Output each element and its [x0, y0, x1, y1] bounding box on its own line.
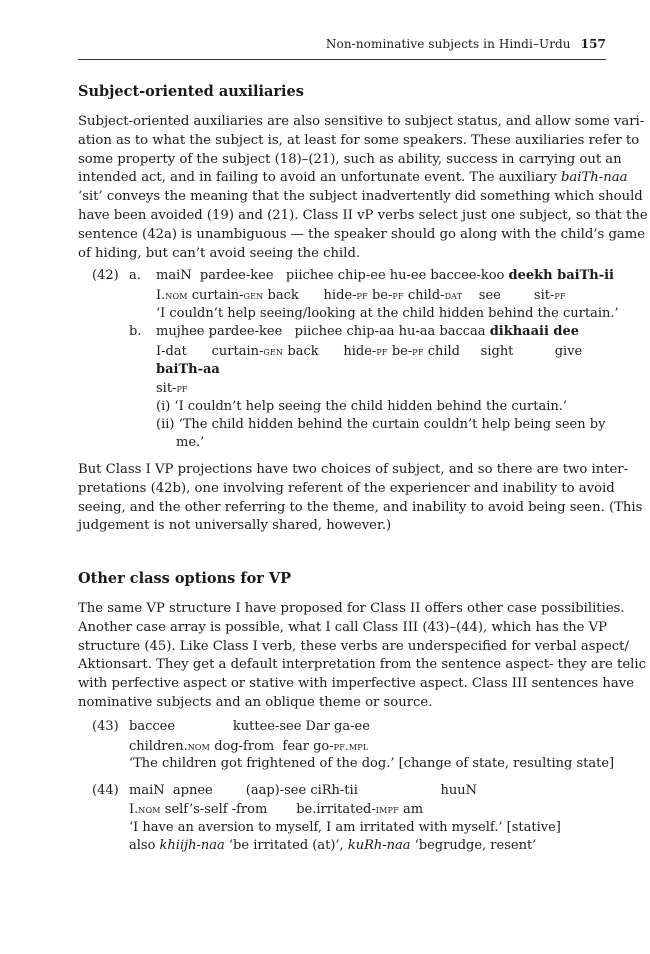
text-line: Another case array is possible, what I call Class III (43)–(44), which has the VP — [78, 619, 608, 635]
page-number: 157 — [580, 37, 606, 51]
text-line: The same VP structure I have proposed for Class II offers other case possibilities. — [78, 601, 625, 616]
gloss-smallcaps: gen — [263, 344, 284, 358]
gloss-text: self’s-self -from be.irritated- — [160, 802, 376, 817]
paragraph-class-iii — [78, 600, 646, 713]
example-bold-text: baiTh-aa — [156, 362, 220, 377]
example-number: (44) — [92, 783, 119, 798]
example-42b-line — [156, 323, 579, 341]
example-42b-line2 — [156, 361, 220, 379]
gloss-smallcaps: pf — [376, 344, 388, 358]
running-header — [78, 37, 606, 51]
text-line: But Class I VP projections have two choices of subject, and so there are two inter- — [78, 462, 629, 477]
text-line: ation as to what the subject is, at least for some speakers. These auxiliaries refer to — [78, 132, 640, 148]
gloss-smallcaps: pf — [554, 288, 566, 302]
gloss-smallcaps: nom — [138, 802, 161, 816]
paragraph-class-i-interpretations — [78, 461, 643, 536]
example-text: mujhee pardee-kee piichee chip-aa hu-aa baccaa — [156, 324, 490, 339]
example-44-line: maiN apnee (aap)-see ciRh-tii huuN — [129, 783, 477, 798]
gloss-smallcaps: dat — [444, 288, 463, 302]
example-44-gloss — [129, 800, 423, 819]
italic-term: khiijh-naa — [159, 838, 225, 853]
gloss-text: be- — [367, 288, 393, 303]
text-line: structure (45). Like Class I verb, these verbs are underspecified for verbal aspect/ — [78, 638, 629, 654]
text-line — [78, 169, 628, 188]
example-43-line: baccee kuttee-see Dar ga-ee — [129, 719, 370, 734]
example-42b-gloss — [156, 342, 582, 361]
example-bold-text: deekh baiTh-ii — [508, 268, 614, 283]
text-span: intended act, and in failing to avoid an unfortunate event. The auxiliary — [78, 170, 561, 186]
gloss-smallcaps: nom — [165, 288, 188, 302]
text-line: Aktionsart. They get a default interpretation from the sentence aspect- they are telic — [78, 657, 646, 673]
example-43-translation: ‘The children got frightened of the dog.’ [change of state, resulting state] — [129, 756, 615, 771]
text-span: ‘be irritated (at)’, — [224, 838, 348, 853]
gloss-text: child sight give — [423, 344, 583, 359]
gloss-text: curtain- — [187, 288, 244, 303]
gloss-smallcaps: pf — [412, 344, 424, 358]
text-line: judgement is not universally shared, however.) — [78, 518, 392, 534]
example-42a-translation: ‘I couldn’t help seeing/looking at the child hidden behind the curtain.’ — [156, 306, 619, 321]
example-42b-translation-ii: (ii) ‘The child hidden behind the curtain couldn’t help being seen by — [156, 417, 606, 432]
example-label-b: b. — [129, 324, 142, 339]
text-line: ‘sit’ conveys the meaning that the subject inadvertently did something which should — [78, 189, 643, 205]
text-line: sentence (42a) is unambiguous — the speaker should go along with the child’s game — [78, 226, 646, 242]
gloss-text: I-dat curtain- — [156, 344, 264, 359]
example-43-gloss — [129, 737, 368, 756]
text-line: with perfective aspect or stative with imperfective aspect. Class III sentences have — [78, 676, 635, 692]
example-42b-translation-ii-cont: me.’ — [176, 435, 205, 450]
example-44-also-line — [129, 837, 536, 855]
gloss-text: sit- — [156, 381, 177, 396]
example-number: (42) — [92, 268, 119, 283]
example-44-translation: ‘I have an aversion to myself, I am irritated with myself.’ [stative] — [129, 820, 561, 835]
example-number: (43) — [92, 719, 119, 734]
section-title-subject-oriented-auxiliaries: Subject-oriented auxiliaries — [78, 83, 304, 100]
example-42a-line — [156, 267, 614, 285]
text-line: nominative subjects and an oblique theme or source. — [78, 694, 433, 710]
gloss-smallcaps: pf — [176, 381, 188, 395]
text-line: have been avoided (19) and (21). Class II vP verbs select just one subject, so that the — [78, 207, 648, 223]
italic-term: kuRh-naa — [347, 838, 411, 853]
gloss-smallcaps: pf.mpl — [333, 739, 369, 753]
gloss-text: I. — [129, 802, 139, 817]
text-line: pretations (42b), one involving referent of the experiencer and inability to avoid — [78, 480, 615, 496]
gloss-smallcaps: gen — [243, 288, 264, 302]
gloss-text: dog-from fear go- — [210, 739, 334, 754]
text-span: also — [129, 838, 160, 853]
text-line: of hiding, but can’t avoid seeing the child. — [78, 245, 361, 261]
text-line: Subject-oriented auxiliaries are also sensitive to subject status, and allow some vari- — [78, 114, 645, 129]
italic-term: baiTh-naa — [560, 170, 628, 186]
gloss-smallcaps: pf — [356, 288, 368, 302]
example-42b-gloss2 — [156, 379, 188, 398]
gloss-text: children. — [129, 739, 188, 754]
example-42a-gloss — [156, 286, 566, 305]
text-line: some property of the subject (18)–(21), such as ability, success in carrying out an — [78, 151, 622, 167]
text-line: seeing, and the other referring to the theme, and inability to avoid being seen. (This — [78, 499, 643, 515]
section-title-other-class-options: Other class options for VP — [78, 570, 292, 587]
text-span: ‘begrudge, resent’ — [410, 838, 537, 853]
gloss-text: am — [398, 802, 424, 817]
gloss-smallcaps: impf — [375, 802, 399, 816]
gloss-text: back hide- — [263, 288, 357, 303]
gloss-text: I. — [156, 288, 166, 303]
header-rule — [78, 59, 606, 60]
example-42b-translation-i: (i) ‘I couldn’t help seeing the child hidden behind the curtain.’ — [156, 399, 568, 414]
gloss-text: see sit- — [462, 288, 555, 303]
example-text: maiN pardee-kee piichee chip-ee hu-ee baccee-koo — [156, 268, 509, 283]
example-label-a: a. — [129, 268, 141, 283]
gloss-smallcaps: nom — [187, 739, 211, 753]
gloss-smallcaps: pf — [392, 288, 404, 302]
gloss-text: be- — [387, 344, 413, 359]
paragraph-subject-auxiliaries — [78, 113, 648, 263]
gloss-text: back hide- — [283, 344, 377, 359]
example-bold-text: dikhaaii dee — [489, 324, 580, 339]
gloss-text: child- — [403, 288, 445, 303]
running-title: Non-nominative subjects in Hindi–Urdu — [325, 37, 571, 51]
